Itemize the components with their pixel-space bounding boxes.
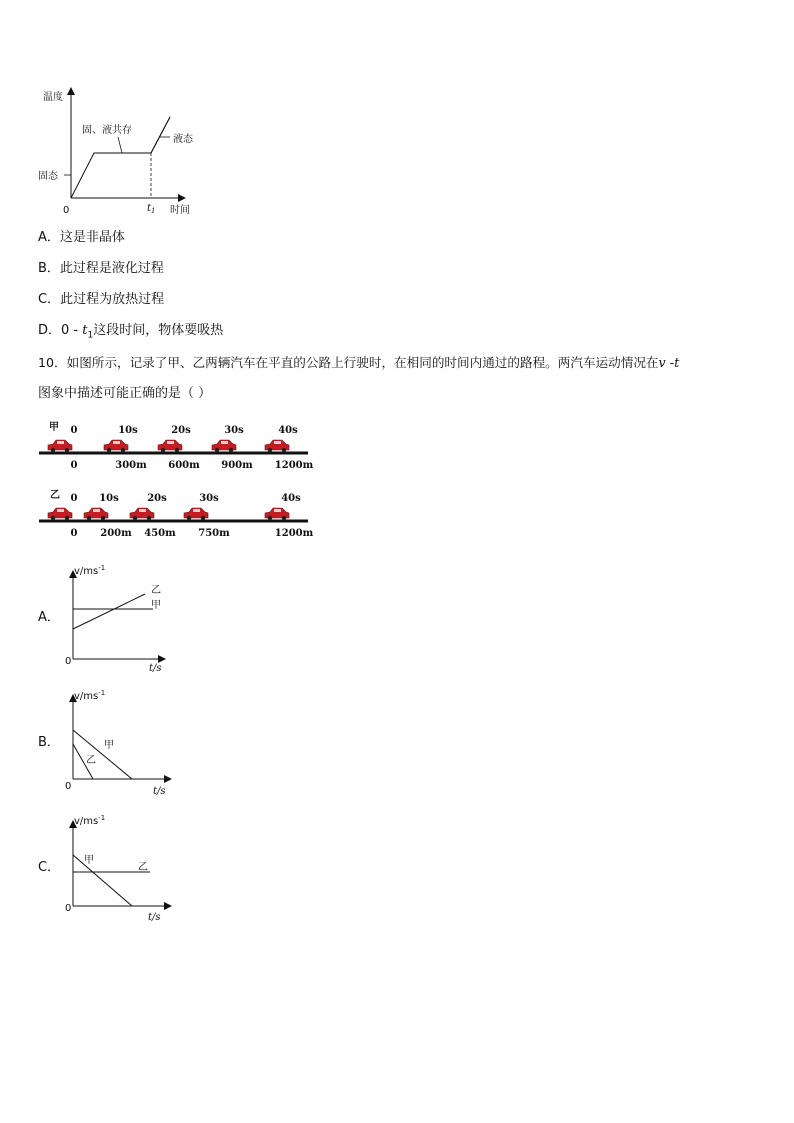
graph-b-jia-label: 甲	[104, 740, 114, 751]
car-diagram-jia	[36, 418, 316, 476]
jia-distance-4: 1200m	[274, 460, 314, 471]
option-a[interactable]: A．这是非晶体	[38, 230, 125, 245]
graph-a-xlabel: t/s	[149, 663, 162, 674]
option-c-label[interactable]: C．	[38, 860, 61, 875]
jia-time-1: 10s	[118, 425, 138, 436]
graph-b-xlabel: t/s	[153, 786, 166, 797]
yi-distance-4: 1200m	[274, 528, 314, 539]
yi-time-3: 30s	[199, 493, 219, 504]
y-axis-label: 温度	[43, 92, 63, 103]
graph-a-ylabel: $v/ms^{-1}$	[74, 564, 106, 577]
yi-car-2	[130, 508, 154, 520]
option-d[interactable]: D．$0 - t_1$这段时间，物体要吸热	[38, 323, 224, 341]
graph-b-yi-label: 乙	[86, 755, 96, 766]
car-diagram-yi	[36, 486, 316, 544]
jia-time-0: 0	[70, 425, 78, 436]
graph-b-origin: 0	[65, 781, 72, 792]
graph-b[interactable]	[60, 686, 175, 800]
yi-time-4: 40s	[281, 493, 301, 504]
yi-distance-0: 0	[70, 528, 78, 539]
jia-car-0	[48, 440, 72, 452]
car-yi-name: 乙	[50, 490, 60, 501]
question-10-line1: 10．如图所示，记录了甲、乙两辆汽车在平直的公路上行驶时，在相同的时间内通过的路程。两汽车运动情况在v -t	[38, 355, 680, 370]
yi-time-1: 10s	[99, 493, 119, 504]
graph-a-origin: 0	[65, 656, 72, 667]
yi-car-4	[265, 508, 289, 520]
graph-a-yi-label: 乙	[151, 585, 161, 596]
graph-c[interactable]	[60, 810, 175, 926]
liquid-label: 液态	[173, 134, 193, 145]
graph-a-line-yi	[73, 594, 145, 629]
jia-distance-2: 600m	[168, 460, 200, 471]
t1-label: $t_1$	[147, 203, 156, 215]
jia-car-2	[158, 440, 182, 452]
jia-time-2: 20s	[171, 425, 191, 436]
graph-c-origin: 0	[65, 903, 72, 914]
yi-time-0: 0	[70, 493, 78, 504]
yi-distance-3: 750m	[198, 528, 230, 539]
jia-distance-3: 900m	[221, 460, 253, 471]
question-10-line2: 图象中描述可能正确的是（ ）	[38, 386, 212, 401]
origin-label: 0	[63, 205, 70, 216]
graph-c-line-jia	[73, 855, 132, 906]
mixed-label: 固、液共存	[82, 125, 132, 136]
solid-label: 固态	[38, 171, 58, 182]
jia-distance-0: 0	[70, 460, 78, 471]
option-b[interactable]: B．此过程是液化过程	[38, 261, 164, 276]
graph-c-yi-label: 乙	[138, 862, 148, 873]
yi-distance-1: 200m	[100, 528, 132, 539]
yi-car-1	[84, 508, 108, 520]
option-a-label[interactable]: A．	[38, 610, 60, 625]
graph-b-line-jia	[73, 730, 132, 779]
graph-a[interactable]	[60, 560, 175, 676]
jia-car-1	[104, 440, 128, 452]
graph-c-jia-label: 甲	[84, 855, 94, 866]
jia-time-4: 40s	[278, 425, 298, 436]
graph-c-xlabel: t/s	[148, 912, 161, 923]
graph-c-ylabel: $v/ms^{-1}$	[74, 814, 106, 827]
yi-car-3	[184, 508, 208, 520]
option-c[interactable]: C．此过程为放热过程	[38, 292, 165, 307]
yi-time-2: 20s	[147, 493, 167, 504]
option-b-label[interactable]: B．	[38, 735, 60, 750]
graph-b-ylabel: $v/ms^{-1}$	[74, 689, 106, 702]
yi-distance-2: 450m	[144, 528, 176, 539]
x-axis-label: 时间	[170, 205, 190, 216]
melting-graph	[36, 85, 206, 220]
jia-car-4	[265, 440, 289, 452]
graph-a-jia-label: 甲	[151, 600, 161, 611]
jia-distance-1: 300m	[115, 460, 147, 471]
yi-car-0	[48, 508, 72, 520]
jia-time-3: 30s	[224, 425, 244, 436]
car-jia-name: 甲	[49, 422, 59, 433]
jia-car-3	[212, 440, 236, 452]
